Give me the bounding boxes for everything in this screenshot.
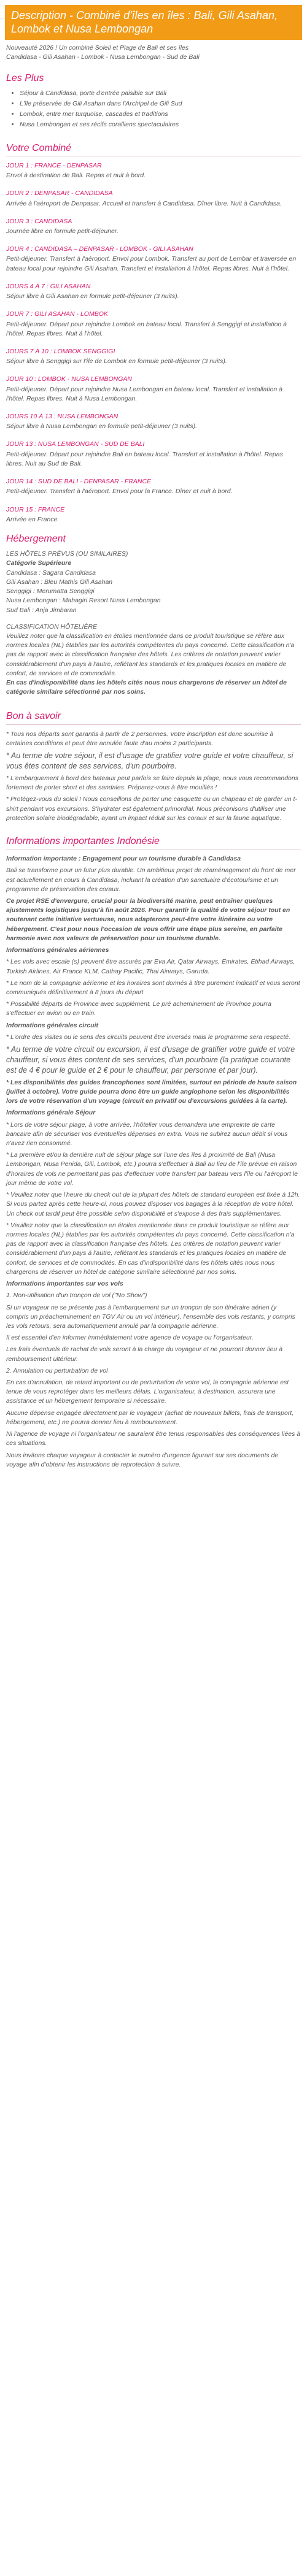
plus-item: • Séjour à Candidasa, porte d'entrée paisible sur Bali: [20, 89, 302, 98]
bon-block: [6, 730, 301, 823]
hotel-item: Sud Bali : Anja Jimbaran: [6, 606, 77, 614]
intro: [6, 44, 301, 62]
day-title: JOUR 1 : FRANCE - DENPASAR: [6, 161, 102, 169]
day-title: JOUR 10 : LOMBOK - NUSA LEMBONGAN: [6, 375, 132, 383]
day-text: Petit-déjeuner. Transfert à l'aéroport. Envol pour la France. Dîner et nuit à bord.: [6, 488, 233, 496]
plus-list: [5, 89, 302, 130]
hotels-block: [6, 550, 301, 615]
day-text: Arrivée à l'aéroport de Denpasar. Accueil et transfert à Candidasa. Dîner libre. Nuit à Candidasa.: [6, 199, 282, 207]
info-paragraph: * Veuillez noter que la classification en étoiles mentionnée dans ce produit touristique se réfère aux normes locales (NL) établies par les autorités compétentes du pays concerné. Cette classification n'a pas de rapport avec la classification française des hôtels. Les critères de notation peuvent varier considérablement d'un pays à l'autre, reflétant les standards et les pratiques locales en matière de confort, de services et de commodités. En cas d'indisponibilité dans les hôtels cités nous nous chargerons de réserver un hôtel de catégorie similaire sélectionné par nos soins.: [6, 1221, 295, 1276]
day-title: JOUR 4 : CANDIDASA – DENPASAR - LOMBOK - GILI ASAHAN: [6, 245, 193, 253]
day-text: Envol à destination de Bali. Repas et nuit à bord.: [6, 172, 146, 180]
hotels-heading: Hébergement: [6, 534, 66, 544]
day-title: JOUR 7 : GILI ASAHAN - LOMBOK: [6, 310, 108, 318]
plus-heading: Les Plus: [6, 72, 44, 83]
bon-paragraph: * Protégez-vous du soleil ! Nous conseillons de porter une casquette ou un chapeau et de garder un t-shirt pendant vos excursions. S'hydrater est également primordial. Nous préconisons d'utiliser une protection solaire biodégradable, ayant un impact réduit sur les coraux et sur la faune aquatique.: [6, 795, 297, 822]
info-paragraph: * L'ordre des visites ou le sens des circuits peuvent être inversés mais le programme sera respecté.: [6, 1033, 291, 1041]
intro-line: Candidasa - Gili Asahan - Lombok - Nusa Lembongan - Sud de Bali: [6, 53, 200, 61]
info-paragraph: Les frais éventuels de rachat de vols seront à la charge du voyageur et ne pourront donner lieu à remboursement ultérieur.: [6, 1346, 283, 1363]
info-paragraph: * Lors de votre séjour plage, à votre arrivée, l'hôtelier vous demandera une empreinte de carte bancaire afin de sécuriser vos éventuelles dépenses en extra. Vous ne subirez aucun débit si vous n'avez rien consommé.: [6, 1121, 288, 1147]
day-text: Petit-déjeuner. Départ pour rejoindre Bali en bateau local. Transfert et installation à l'hôtel. Repas libres. Nuit au Sud de Bali.: [6, 450, 283, 467]
bon-paragraph: * Tous nos départs sont garantis à partir de 2 personnes. Votre inscription est donc soumise à certaines conditions et peut être annulée faute d'au moins 2 participants.: [6, 730, 274, 747]
day-text: Petit-déjeuner. Transfert à l'aéroport. Envol pour Lombok. Transfert au port de Lembar et traversée en bateau local pour rejoindre Gili Asahan. Transfert et installation à l'hôtel. Repas libres. Nuit à l'hôtel.: [6, 255, 297, 272]
classification-text: Veuillez noter que la classification en étoiles mentionnée dans ce produit touristique se réfère aux normes locales (NL) établies par les autorités compétentes du pays concerné. Cette classification n'a pas de rapport avec la classification française des hôtels. Les critères de notation peuvent varier considérablement d'un pays à l'autre, reflétant les standards et les pratiques locales en matière de confort, de services et de commodités.: [6, 632, 295, 677]
day-title: JOUR 3 : CANDIDASA: [6, 217, 72, 225]
bon-paragraph: * Au terme de votre séjour, il est d'usage de gratifier votre guide et votre chauffeur, si vous êtes content de ses services, d'un pourboire.: [6, 751, 293, 770]
day-text: Petit-déjeuner. Départ pour rejoindre Lombok en bateau local. Transfert à Senggigi et installation à l'hôtel. Repas libres. Nuit à l'hôtel.: [6, 320, 287, 337]
info-paragraph: Nous invitons chaque voyageur à contacter le numéro d'urgence figurant sur ses documents de voyage afin d'obtenir les instructions de reprotection à suivre.: [6, 1451, 279, 1468]
info-heading: Informations importantes Indonésie: [6, 835, 301, 849]
classification-block: [6, 623, 301, 697]
info-circuit-title: Informations générales circuit: [6, 1021, 98, 1029]
info-general-title: Informations générales aériennes: [6, 946, 109, 954]
classification-bold: En cas d'indisponibilité dans les hôtels cités nous nous chargerons de réserver un hôtel de catégorie similaire sélectionné par nos soins.: [6, 679, 287, 696]
day-title: JOURS 4 À 7 : GILI ASAHAN: [6, 282, 91, 290]
day-text: Journée libre en formule petit-déjeuner.: [6, 227, 119, 235]
info-paragraph: Si un voyageur ne se présente pas à l'embarquement sur un tronçon de son itinéraire aérien (y compris un préacheminement en TGV Air ou un vol intérieur), l'ensemble des vols restants, y compris les vols retours, sera automatiquement annulé par la compagnie aérienne.: [6, 1303, 295, 1330]
info-paragraph: Aucune dépense engagée directement par le voyageur (achat de nouveaux billets, frais de transport, hébergement, etc.) ne pourra donner lieu à remboursement.: [6, 1409, 294, 1426]
hotels-title: LES HÔTELS PRÉVUS (OU SIMILAIRES): [6, 550, 128, 558]
info-paragraph: En cas d'annulation, de retard important ou de perturbation de votre vol, la compagnie aérienne est tenue de vous reprotéger dans les meilleurs délais. L'organisateur, à destination, assurera une assistance et un hébergement temporaire si nécessaire.: [6, 1379, 289, 1405]
day-text: Séjour libre à Nusa Lembongan en formule petit-déjeuner (3 nuits).: [6, 423, 198, 431]
info-entry-block: [6, 854, 301, 1470]
info-paragraph: * Veuillez noter que l'heure du check out de la plupart des hôtels de standard européen est fixée à 12h. Si vous partez après cette heure-ci, nous pouvez disposer vos bagages à la réception de votre hôtel. Un check out tardif peut être possible selon disponibilité et s'expose à des frais supplémentaires.: [6, 1191, 300, 1217]
day-block: [6, 217, 301, 236]
day-block: [6, 505, 301, 524]
day-title: JOUR 14 : SUD DE BALI - DENPASAR - FRANCE: [6, 478, 152, 486]
info-paragraph: Il est essentiel d'en informer immédiatement votre agence de voyage ou l'organisateur.: [6, 1334, 254, 1342]
bon-heading: Bon à savoir: [6, 710, 301, 724]
hotel-item: Gili Asahan : Bleu Mathis Gili Asahan: [6, 578, 113, 586]
hotel-item: Candidasa : Sagara Candidasa: [6, 569, 96, 577]
classification-title: CLASSIFICATION HÔTELIÈRE: [6, 623, 97, 631]
day-block: [6, 440, 301, 469]
program-heading: Votre Combiné: [6, 142, 301, 156]
plus-item: • L'île préservée de Gili Asahan dans l'Archipel de Gili Sud: [20, 99, 302, 109]
hotel-item: Senggigi : Merumatta Senggigi: [6, 588, 95, 596]
info-sejour-title: Informations générale Séjour: [6, 1109, 96, 1117]
plus-item: • Nusa Lembongan et ses récifs coralliens spectaculaires: [20, 120, 302, 129]
info-paragraph: * La première et/ou la dernière nuit de séjour plage sur l'une des îles à proximité de Bali (Nusa Lembongan, Nusa Penida, Gili, Lombok, etc.) pourra s'effectuer à Bali au lieu de l'île prévue en raison d'horaires de vols ne permettant pas pas d'effectuer votre transfert par bateau vers l'île ou l'aéroport le jour même de votre vol.: [6, 1151, 298, 1187]
day-title: JOUR 2 : DENPASAR - CANDIDASA: [6, 190, 113, 197]
info-paragraph: Bali se transforme pour un futur plus durable. Un ambitieux projet de réaménagement du front de mer est actuellement en cours à Candidasa, incluant la création d'un sanctuaire d'écotourisme et un programme de préservation des coraux.: [6, 867, 296, 893]
day-title: JOURS 7 À 10 : LOMBOK SENGGIGI: [6, 347, 115, 355]
info-paragraph: * Au terme de votre circuit ou excursion, il est d'usage de gratifier votre guide et votre chauffeur, si vous êtes content de ses services, d'un pourboire (la pratique courante est de 4 € pour le guide et 2 € pour le chauffeur, par personne et par jour).: [6, 1045, 295, 1075]
day-text: Arrivée en France.: [6, 515, 60, 523]
page-title: Description - Combiné d'îles en îles : Bali, Gili Asahan, Lombok et Nusa Lembongan: [5, 5, 302, 40]
info-paragraph: 2. Annulation ou perturbation de vol: [6, 1367, 108, 1374]
info-paragraph: 1. Non-utilisation d'un tronçon de vol ("No Show"): [6, 1292, 147, 1300]
day-block: [6, 310, 301, 339]
day-block: [6, 477, 301, 496]
day-block: [6, 347, 301, 366]
program-days: [5, 161, 302, 524]
info-paragraph: * Les vols avec escale (s) peuvent être assurés par Eva Air, Qatar Airways, Emirates, Etihad Airways, Turkish Airlines, Air France KLM, Cathay Pacific, Thai Airways, Garuda.: [6, 958, 295, 975]
day-block: [6, 375, 301, 404]
info-entry-title: Information importante : Engagement pour un tourisme durable à Candidasa: [6, 855, 241, 863]
intro-line: Nouveauté 2026 ! Un combiné Soleil et Plage de Bali et ses îles: [6, 44, 189, 52]
day-text: Séjour libre à Senggigi sur l'île de Lombok en formule petit-déjeuner (3 nuits).: [6, 358, 227, 366]
bon-paragraph: * L'embarquement à bord des bateaux peut parfois se faire depuis la plage, nous vous recommandons fortement de porter short et des sandales. Préparez-vous à être mouillés !: [6, 774, 298, 792]
hotels-category: Catégorie Supérieure: [6, 559, 72, 567]
info-paragraph: * Le nom de la compagnie aérienne et les horaires sont donnés à titre purement indicatif et vous seront communiqués définitivement à 8 jours du départ: [6, 979, 300, 996]
day-block: [6, 412, 301, 431]
info-paragraph: Ni l'agence de voyage ni l'organisateur ne sauraient être tenus responsables des conséquences liées à ces situations.: [6, 1430, 301, 1447]
day-title: JOUR 15 : FRANCE: [6, 505, 65, 513]
day-text: Séjour libre à Gili Asahan en formule petit-déjeuner (3 nuits).: [6, 293, 179, 301]
day-block: [6, 161, 301, 180]
info-paragraph: Ce projet RSE d'envergure, crucial pour la biodiversité marine, peut entraîner quelques ajustements logistiques jusqu'à fin août 2026. Pour garantir la qualité de votre séjour tout en soutenant cette initiative vertueuse, nous adapterons peut-être votre itinéraire ou votre hébergement. C'est pour nous l'occasion de vous offrir une étape plus sereine, en parfaite harmonie avec nos valeurs de préservation pour un tourisme durable.: [6, 897, 290, 942]
day-block: [6, 189, 301, 208]
day-text: Petit-déjeuner. Départ pour rejoindre Nusa Lembongan en bateau local. Transfert et installation à l'hôtel. Repas libres. Nuit à Nusa Lembongan.: [6, 385, 283, 402]
day-block: [6, 282, 301, 301]
day-title: JOUR 13 : NUSA LEMBONGAN - SUD DE BALI: [6, 440, 145, 448]
plus-item: • Lombok, entre mer turquoise, cascades et traditions: [20, 110, 302, 119]
info-paragraph: * Possibilité départs de Province avec supplément. Le pré acheminement de Province pourra s'effectuer en avion ou en train.: [6, 1000, 271, 1018]
hotel-item: Nusa Lembongan : Mahagiri Resort Nusa Lembongan: [6, 597, 161, 605]
info-vols-title: Informations importantes sur vos vols: [6, 1280, 123, 1288]
info-paragraph: * Les disponibilités des guides francophones sont limitées, surtout en période de haute saison (juillet à octobre). Votre guide pourra donc être un guide anglophone selon les disponibilités lors de votre réservation d'un voyage (circuit en privatif ou d'excursions guidées à la carte).: [6, 1078, 297, 1105]
day-title: JOURS 10 À 13 : NUSA LEMBONGAN: [6, 413, 119, 421]
day-block: [6, 245, 301, 274]
